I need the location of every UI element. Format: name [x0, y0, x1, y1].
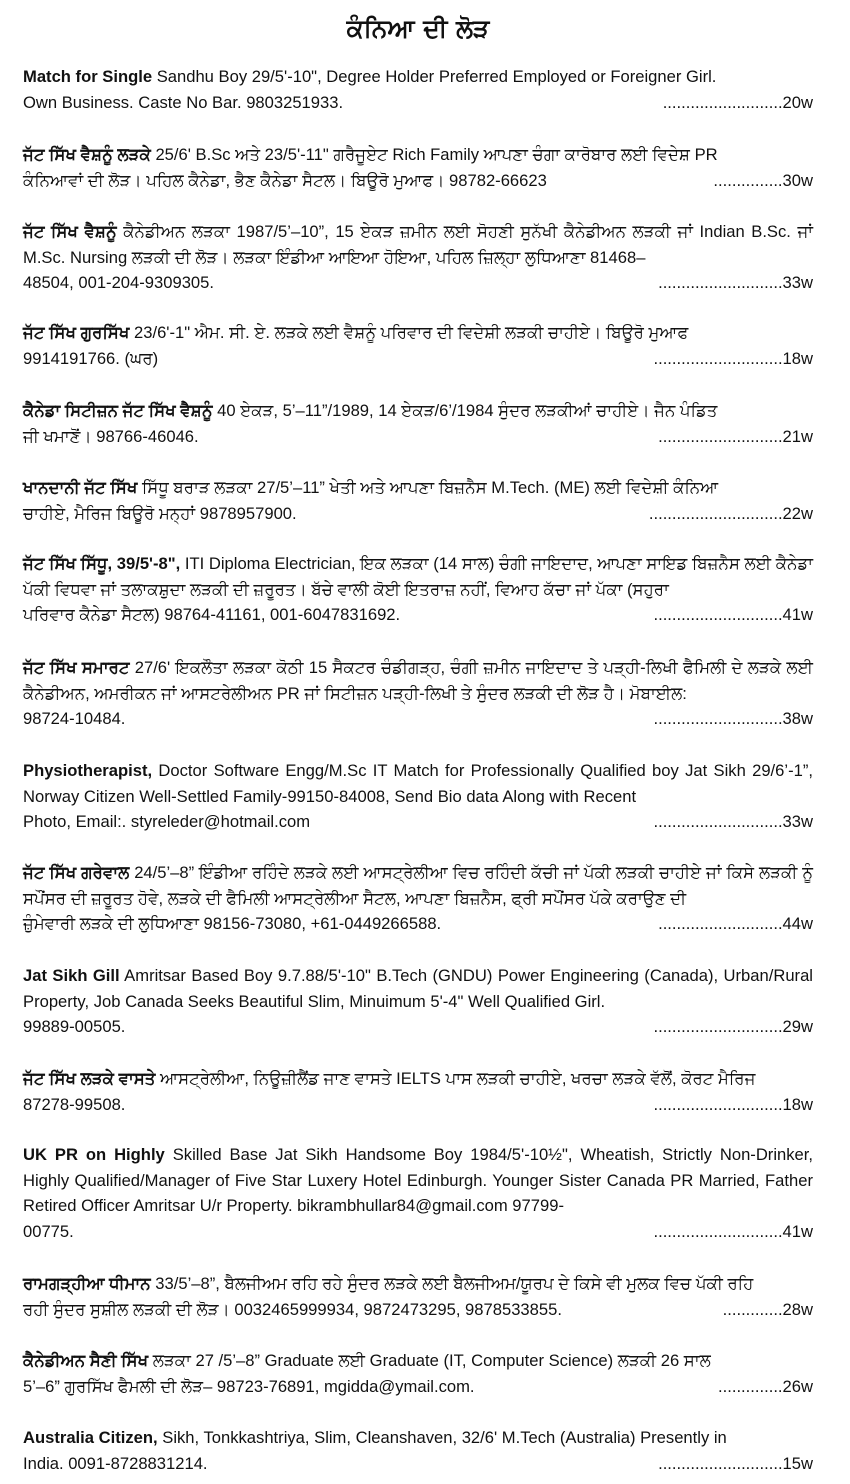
ad-price: ............................33w: [653, 812, 813, 831]
ad-tail-text: ਜ਼ੁੰਮੇਵਾਰੀ ਲੜਕੇ ਦੀ ਲੁਧਿਆਣਾ 98156-73080, +61-0449266588.: [23, 914, 442, 933]
ad-price: .............................22w: [648, 503, 813, 523]
ad-tail-text: ਰਹੀ ਸੁੰਦਰ ਸੁਸ਼ੀਲ ਲੜਕੀ ਦੀ ਲੋੜ। 0032465999934, 9872473295, 9878533855.: [23, 1299, 562, 1319]
ad-item: [23, 142, 813, 193]
ad-text: ਸਿੱਧੂ ਬਰਾੜ ਲੜਕਾ 27/5’–11” ਖੇਤੀ ਅਤੇ ਆਪਣਾ ਬਿਜ਼ਨੈਸ M.Tech. (ME) ਲਈ ਵਿਦੇਸ਼ੀ ਕੰਨਿਆ: [141, 478, 719, 497]
ad-lead: Match for Single: [23, 67, 153, 86]
ad-tail-text: 87278-99508.: [23, 1094, 126, 1114]
ad-item: [23, 1142, 813, 1244]
ad-tail-text: ਚਾਹੀਏ, ਮੈਰਿਜ ਬਿਊਰੋ ਮਨ੍ਹਾਂ 9878957900.: [23, 503, 297, 523]
ad-text: 40 ਏਕੜ, 5’–11”/1989, 14 ਏਕੜ/6’/1984 ਸੁੰਦਰ ਲੜਕੀਆਂ ਚਾਹੀਏ। ਜੈਨ ਪੰਡਿਤ: [217, 401, 718, 420]
ad-price: .............28w: [722, 1299, 813, 1319]
ad-text: ਕੈਨੇਡੀਅਨ ਲੜਕਾ 1987/5’–10”, 15 ਏਕੜ ਜ਼ਮੀਨ ਲਈ ਸੋਹਣੀ ਸੁਨੱਖੀ ਕੈਨੇਡੀਅਨ ਲੜਕੀ ਜਾਂ Indian B.Sc. ਜਾਂ M.Sc. Nursing ਲੜਕੀ ਦੀ ਲੋੜ। ਲੜਕਾ ਇੰਡੀਆ ਆਇਆ ਹੋਇਆ, ਪਹਿਲ ਜ਼ਿਲ੍ਹਾ ਲੁਧਿਆਣਾ 81468–: [23, 222, 813, 267]
ad-tail-text: 48504, 001-204-9309305.: [23, 273, 214, 292]
ad-text: Skilled Base Jat Sikh Handsome Boy 1984/5'-10½", Wheatish, Strictly Non-Drinker, Highly Qualified/Manager of Five Star Luxery Hotel Edinburgh. Younger Sister Canada PR Married, Father Retired Officer Amritsar U/r Property. bikrambhullar84@gmail.com 97799-: [23, 1145, 813, 1215]
ad-item: [23, 758, 813, 835]
ad-item: [23, 1425, 813, 1476]
ad-item: [23, 398, 813, 449]
ad-lead: UK PR on Highly: [23, 1145, 165, 1164]
ad-item: [23, 1348, 813, 1399]
ad-lead: ਕੈਨੇਡਾ ਸਿਟੀਜ਼ਨ ਜੱਟ ਸਿੱਖ ਵੈਸ਼ਨੂੰ: [23, 401, 213, 420]
ad-price: ............................18w: [653, 1094, 813, 1114]
ad-text: ਲੜਕਾ 27 /5’–8” Graduate ਲਈ Graduate (IT, Computer Science) ਲੜਕੀ 26 ਸਾਲ: [152, 1351, 711, 1370]
ad-text: Sikh, Tonkkashtriya, Slim, Cleanshaven, 32/6' M.Tech (Australia) Presently in: [162, 1428, 727, 1447]
ad-lead: Australia Citizen,: [23, 1428, 158, 1447]
ad-price: ...........................15w: [658, 1453, 813, 1473]
ad-item: [23, 320, 813, 371]
ad-text: 23/6'-1" ਐਮ. ਸੀ. ਏ. ਲੜਕੇ ਲਈ ਵੈਸ਼ਨੂੰ ਪਰਿਵਾਰ ਦੀ ਵਿਦੇਸ਼ੀ ਲੜਕੀ ਚਾਹੀਏ। ਬਿਊਰੋ ਮੁਆਫ: [134, 323, 689, 342]
ad-tail-text: ਕੰਨਿਆਵਾਂ ਦੀ ਲੋੜ। ਪਹਿਲ ਕੈਨੇਡਾ, ਭੈਣ ਕੈਨੇਡਾ ਸੈਟਲ। ਬਿਊਰੋ ਮੁਆਫ। 98782-66623: [23, 170, 547, 190]
ad-price: ............................41w: [653, 605, 813, 624]
ad-item: [23, 64, 813, 115]
ad-lead: ਜੱਟ ਸਿੱਖ ਸਿੱਧੂ, 39/5'-8",: [23, 554, 181, 573]
ad-tail-text: Own Business. Caste No Bar. 9803251933.: [23, 92, 344, 112]
ad-lead: ਜੱਟ ਸਿੱਖ ਵੈਸ਼ਨੂੰ ਲੜਕੇ: [23, 145, 151, 164]
ad-item: [23, 475, 813, 526]
ad-item: [23, 1066, 813, 1117]
ad-item: [23, 1271, 813, 1322]
ad-price: ............................29w: [653, 1017, 813, 1036]
ad-item: [23, 963, 813, 1040]
ad-price: ............................41w: [653, 1221, 813, 1241]
ad-lead: Physiotherapist,: [23, 761, 153, 780]
ad-lead: ਜੱਟ ਸਿੱਖ ਗਰੇਵਾਲ: [23, 863, 130, 882]
ad-text: Sandhu Boy 29/5'-10", Degree Holder Preferred Employed or Foreigner Girl.: [156, 67, 717, 86]
ad-tail-text: 00775.: [23, 1221, 74, 1241]
ad-tail-text: Photo, Email:. styreleder@hotmail.com: [23, 812, 311, 831]
ad-tail-text: ਪਰਿਵਾਰ ਕੈਨੇਡਾ ਸੈਟਲ) 98764-41161, 001-6047831692.: [23, 605, 401, 624]
ad-lead: ਜੱਟ ਸਿੱਖ ਵੈਸ਼ਨੂੰ: [23, 222, 117, 241]
ad-item: [23, 655, 813, 732]
ad-tail-text: 9914191766. (ਘਰ): [23, 348, 159, 368]
ad-text: Amritsar Based Boy 9.7.88/5'-10" B.Tech (GNDU) Power Engineering (Canada), Urban/Rural Property, Job Canada Seeks Beautiful Slim, Minuimum 5'-4" Well Qualified Girl.: [23, 966, 813, 1011]
ad-price: ............................38w: [653, 709, 813, 728]
page-title: ਕੰਨਿਆ ਦੀ ਲੋੜ: [346, 14, 490, 43]
ad-lead: ਖਾਨਦਾਨੀ ਜੱਟ ਸਿੱਖ: [23, 478, 138, 497]
ad-lead: ਜੱਟ ਸਿੱਖ ਲੜਕੇ ਵਾਸਤੇ: [23, 1069, 156, 1088]
ad-text: 33/5’–8”, ਬੈਲਜੀਅਮ ਰਹਿ ਰਹੇ ਸੁੰਦਰ ਲੜਕੇ ਲਈ ਬੈਲਜੀਅਮ/ਯੂਰਪ ਦੇ ਕਿਸੇ ਵੀ ਮੁਲਕ ਵਿਚ ਪੱਕੀ ਰਹਿ: [155, 1274, 754, 1293]
ad-item: [23, 219, 813, 296]
ad-text: 27/6' ਇਕਲੌਤਾ ਲੜਕਾ ਕੋਠੀ 15 ਸੈਕਟਰ ਚੰਡੀਗੜ੍ਹ, ਚੰਗੀ ਜ਼ਮੀਨ ਜਾਇਦਾਦ ਤੇ ਪੜ੍ਹੀ-ਲਿਖੀ ਫੈਮਿਲੀ ਦੇ ਲੜਕੇ ਲਈ ਕੈਨੇਡੀਅਨ, ਅਮਰੀਕਨ ਜਾਂ ਆਸਟਰੇਲੀਅਨ PR ਜਾਂ ਸਿਟੀਜ਼ਨ ਪੜ੍ਹੀ-ਲਿਖੀ ਤੇ ਸੁੰਦਰ ਲੜਕੀ ਦੀ ਲੋੜ ਹੈ। ਮੋਬਾਈਲ:: [23, 658, 813, 703]
ad-price: ...............30w: [713, 170, 813, 190]
ad-lead: ਜੱਟ ਸਿੱਖ ਸਮਾਰਟ: [23, 658, 130, 677]
ad-lead: ਜੱਟ ਸਿੱਖ ਗੁਰਸਿੱਖ: [23, 323, 130, 342]
ad-price: ...........................21w: [658, 426, 813, 446]
ad-price: ...........................33w: [658, 273, 813, 292]
ad-text: Doctor Software Engg/M.Sc IT Match for Professionally Qualified boy Jat Sikh 29/6’-1”, Norway Citizen Well-Settled Family-99150-84008, Send Bio data Along with Recent: [23, 761, 813, 806]
ad-price: ..............26w: [718, 1376, 813, 1396]
ad-text: ITI Diploma Electrician, ਇਕ ਲੜਕਾ (14 ਸਾਲ) ਚੰਗੀ ਜਾਇਦਾਦ, ਆਪਣਾ ਸਾਇਡ ਬਿਜ਼ਨੈਸ ਲਈ ਕੈਨੇਡਾ ਪੱਕੀ ਵਿਧਵਾ ਜਾਂ ਤਲਾਕਸ਼ੁਦਾ ਲੜਕੀ ਦੀ ਜ਼ਰੂਰਤ। ਬੱਚੇ ਵਾਲੀ ਕੋਈ ਇਤਰਾਜ਼ ਨਹੀਂ, ਵਿਆਹ ਕੱਚਾ ਜਾਂ ਪੱਕਾ (ਸਹੁਰਾ: [23, 554, 813, 599]
ad-tail-text: 98724-10484.: [23, 709, 126, 728]
ad-tail-text: 5’–6” ਗੁਰਸਿੱਖ ਫੈਮਲੀ ਦੀ ਲੋੜ– 98723-76891, mgidda@ymail.com.: [23, 1376, 475, 1396]
ad-tail-text: India. 0091-8728831214.: [23, 1453, 208, 1473]
ad-item: [23, 860, 813, 937]
ad-tail-text: ਜੀ ਖਮਾਣੋਂ। 98766-46046.: [23, 426, 199, 446]
ad-text: ਆਸਟ੍ਰੇਲੀਆ, ਨਿਊਜ਼ੀਲੈਂਡ ਜਾਣ ਵਾਸਤੇ IELTS ਪਾਸ ਲੜਕੀ ਚਾਹੀਏ, ਖਰਚਾ ਲੜਕੇ ਵੱਲੋਂ, ਕੋਰਟ ਮੈਰਿਜ: [160, 1069, 756, 1088]
ad-price: ..........................20w: [662, 92, 813, 112]
ad-price: ............................18w: [653, 348, 813, 368]
ad-text: 25/6' B.Sc ਅਤੇ 23/5'-11" ਗਰੈਜੂਏਟ Rich Family ਆਪਣਾ ਚੰਗਾ ਕਾਰੋਬਾਰ ਲਈ ਵਿਦੇਸ਼ PR: [155, 145, 718, 164]
ad-tail-text: 99889-00505.: [23, 1017, 126, 1036]
ad-price: ...........................44w: [658, 914, 813, 933]
ad-item: [23, 551, 813, 628]
ad-text: 24/5’–8” ਇੰਡੀਆ ਰਹਿੰਦੇ ਲੜਕੇ ਲਈ ਆਸਟ੍ਰੇਲੀਆ ਵਿਚ ਰਹਿੰਦੀ ਕੱਚੀ ਜਾਂ ਪੱਕੀ ਲੜਕੀ ਚਾਹੀਏ ਜਾਂ ਕਿਸੇ ਲੜਕੀ ਨੂੰ ਸਪੌਂਸਰ ਦੀ ਜ਼ਰੂਰਤ ਹੋਵੇ, ਲੜਕੇ ਦੀ ਫੈਮਿਲੀ ਆਸਟ੍ਰੇਲੀਆ ਸੈਟਲ, ਆਪਣਾ ਬਿਜ਼ਨੈਸ, ਫ੍ਰੀ ਸਪੌਂਸਰ ਪੱਕੇ ਕਰਾਉਣ ਦੀ: [23, 863, 813, 908]
ad-lead: ਕੈਨੇਡੀਅਨ ਸੈਣੀ ਸਿੱਖ: [23, 1351, 149, 1370]
ad-lead: ਰਾਮਗੜ੍ਹੀਆ ਧੀਮਾਨ: [23, 1274, 151, 1293]
ad-lead: Jat Sikh Gill: [23, 966, 120, 985]
